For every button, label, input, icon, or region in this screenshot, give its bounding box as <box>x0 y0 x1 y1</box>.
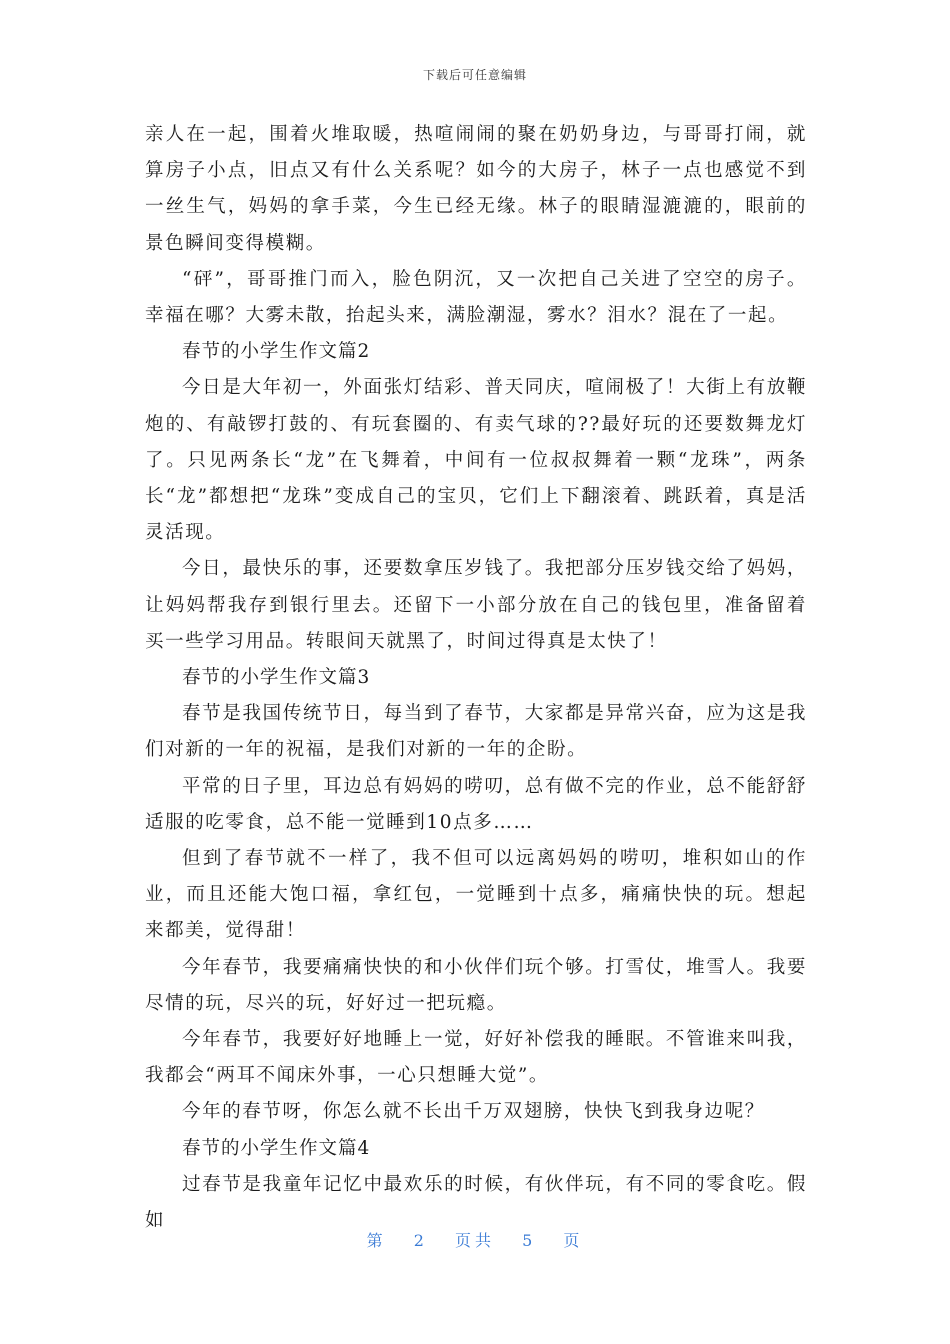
paragraph: 过春节是我童年记忆中最欢乐的时候，有伙伴玩，有不同的零食吃。假如 <box>145 1173 807 1232</box>
paragraph: “砰”，哥哥推门而入，脸色阴沉，又一次把自己关进了空空的房子。幸福在哪？大雾未散，抬起头来，满脸潮湿，雾水？泪水？混在了一起。 <box>145 268 807 327</box>
footer-suffix: 页 <box>563 1231 584 1250</box>
paragraph: 今日，最快乐的事，还要数拿压岁钱了。我把部分压岁钱交给了妈妈，让妈妈帮我存到银行里去。还留下一小部分放在自己的钱包里，准备留着买一些学习用品。转眼间天就黑了，时间过得真是太快了！ <box>145 558 807 652</box>
section-heading: 春节的小学生作文篇4 <box>182 1137 371 1159</box>
paragraph: 平常的日子里，耳边总有妈妈的唠叨，总有做不完的作业，总不能舒舒适服的吃零食，总不能一觉睡到10点多…… <box>145 775 807 833</box>
paragraph: 春节是我国传统节日，每当到了春节，大家都是异常兴奋，应为这是我们对新的一年的祝福，是我们对新的一年的企盼。 <box>145 703 807 761</box>
section-heading: 春节的小学生作文篇3 <box>182 667 371 689</box>
footer-total-pages: 5 <box>522 1231 537 1250</box>
page-header: 下载后可任意编辑 <box>422 68 527 82</box>
page-footer <box>0 1228 950 1251</box>
footer-prefix: 第 <box>366 1231 387 1250</box>
paragraph: 今日是大年初一，外面张灯结彩、普天同庆，喧闹极了！大街上有放鞭炮的、有敲锣打鼓的、有玩套圈的、有卖气球的??最好玩的还要数舞龙灯了。只见两条长“龙”在飞舞着，中间有一位叔叔舞着一颗“龙珠”，两条长“龙”都想把“龙珠”变成自己的宝贝，它们上下翻滚着、跳跃着，真是活灵活现。 <box>145 377 807 544</box>
paragraph: 今年春节，我要痛痛快快的和小伙伴们玩个够。打雪仗，堆雪人。我要尽情的玩，尽兴的玩，好好过一把玩瘾。 <box>145 956 807 1014</box>
section-heading: 春节的小学生作文篇2 <box>182 341 371 363</box>
paragraph: 但到了春节就不一样了，我不但可以远离妈妈的唠叨，堆积如山的作业，而且还能大饱口福，拿红包，一觉睡到十点多，痛痛快快的玩。想起来都美，觉得甜！ <box>145 848 807 942</box>
footer-page-number: 2 <box>413 1231 428 1250</box>
paragraph: 亲人在一起，围着火堆取暖，热喧闹闹的聚在奶奶身边，与哥哥打闹，就算房子小点，旧点又有什么关系呢？如今的大房子，林子一点也感觉不到一丝生气，妈妈的拿手菜，今生已经无缘。林子的眼睛湿漉漉的，眼前的景色瞬间变得模糊。 <box>145 124 807 254</box>
document-body <box>145 117 807 1239</box>
footer-middle: 页共 <box>454 1231 495 1250</box>
paragraph: 今年的春节呀，你怎么就不长出千万双翅膀，快快飞到我身边呢？ <box>182 1101 765 1123</box>
paragraph: 今年春节，我要好好地睡上一觉，好好补偿我的睡眠。不管谁来叫我，我都会“两耳不闻床外事，一心只想睡大觉”。 <box>145 1029 807 1087</box>
